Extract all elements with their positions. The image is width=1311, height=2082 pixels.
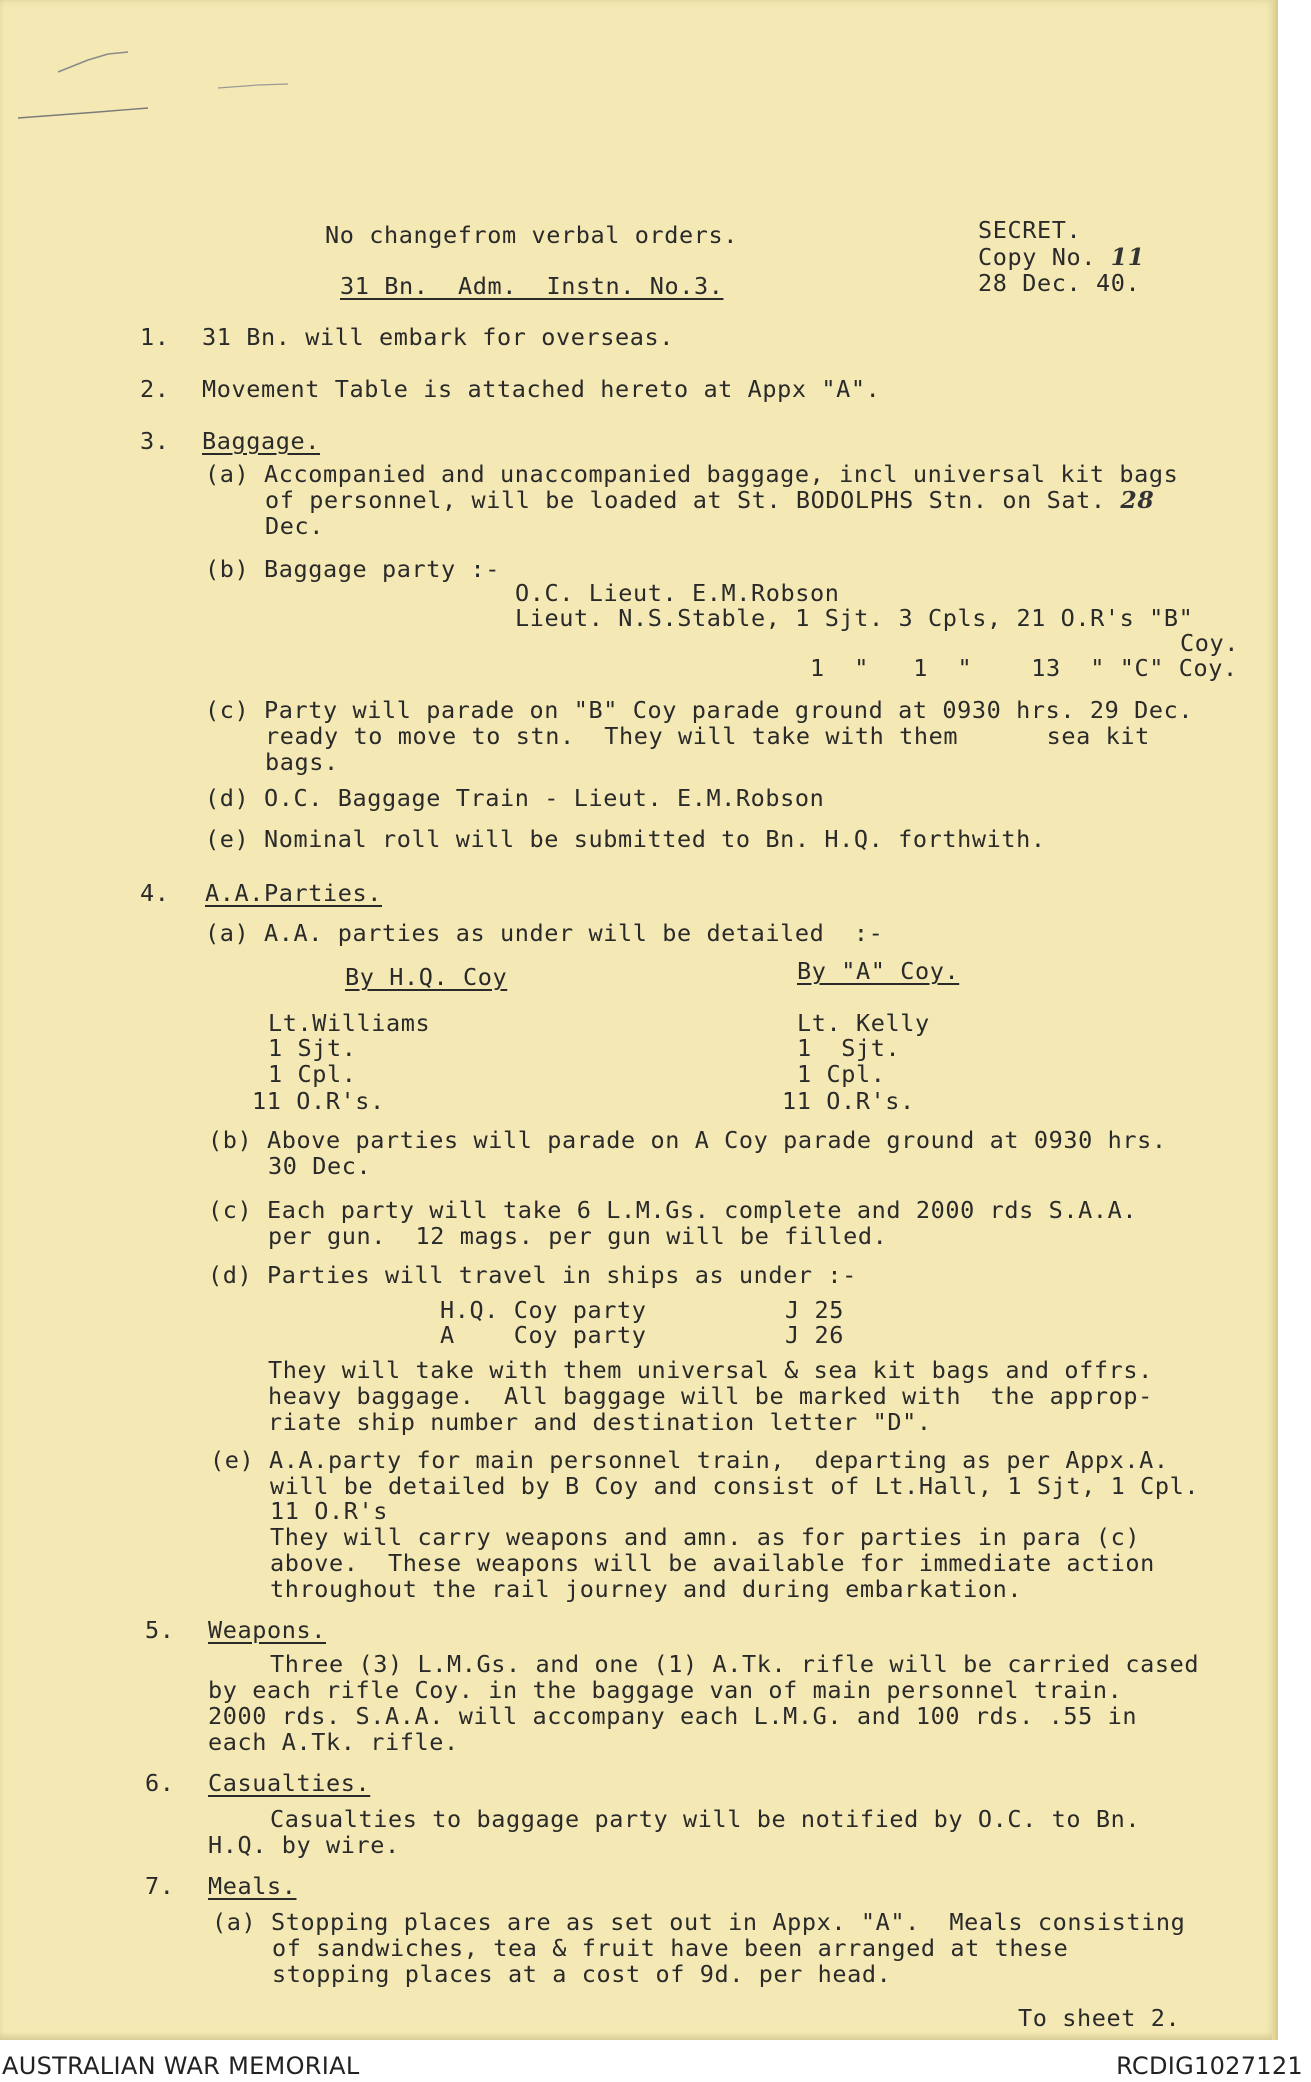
a-coy-heading: By "A" Coy. [797,957,960,985]
aa-c-line: per gun. 12 mags. per gun will be filled. [268,1222,888,1250]
item-2-text: Movement Table is attached hereto at Appx "A". [202,375,881,403]
aa-d-text: heavy baggage. All baggage will be marked with the approp- [268,1382,1153,1410]
item-number: 6. [145,1769,175,1797]
weapons-line: each A.Tk. rifle. [208,1728,459,1756]
aa-e-line: will be detailed by B Coy and consist of Lt.Hall, 1 Sjt, 1 Cpl. [270,1472,1200,1500]
section-heading-meals: Meals. [208,1872,297,1900]
copy-number-line [978,244,1145,270]
baggage-party-line: 1 " 1 " 13 " "C" Coy. [810,654,1238,682]
item-1-text: 31 Bn. will embark for overseas. [202,323,674,351]
copy-number: 11 [1110,243,1145,271]
classification: SECRET. [978,216,1082,244]
a-coy-row: 1 Sjt. [797,1034,901,1062]
aa-b-line: 30 Dec. [268,1152,372,1180]
baggage-oc: O.C. Lieut. E.M.Robson [515,579,840,607]
section-heading-weapons: Weapons. [208,1616,326,1644]
item-number: 1. [140,323,170,351]
pencil-stroke [218,84,288,88]
aa-a-line: (a) A.A. parties as under will be detailed :- [205,919,884,947]
baggage-a-line: Dec. [265,512,324,540]
baggage-c-line: (c) Party will parade on "B" Coy parade ground at 0930 hrs. 29 Dec. [205,696,1194,724]
casualties-line: Casualties to baggage party will be notified by O.C. to Bn. [270,1805,1141,1833]
item-number: 7. [145,1872,175,1900]
aa-e-line: They will carry weapons and amn. as for parties in para (c) [270,1523,1141,1551]
meals-a-line: of sandwiches, tea & fruit have been arranged at these [272,1934,1069,1962]
archive-footer-right: RCDIG1027121 [1116,2052,1303,2080]
ship-number: J 26 [785,1321,844,1349]
pencil-stroke [18,108,148,118]
pencil-marks [18,40,338,140]
aa-d-text: riate ship number and destination letter "D". [268,1408,932,1436]
aa-e-line: (e) A.A.party for main personnel train, departing as per Appx.A. [210,1446,1169,1474]
copy-label: Copy No. [978,243,1096,271]
baggage-a-line: of personnel, will be loaded at St. BODOLPHS Stn. on Sat. 28 [265,486,1155,514]
aa-d-text: They will take with them universal & sea kit bags and offrs. [268,1356,1153,1384]
ship-party: A Coy party [440,1321,647,1349]
ship-number: J 25 [785,1296,844,1324]
aa-e-line: above. These weapons will be available for immediate action [270,1549,1155,1577]
aa-e-line: throughout the rail journey and during embarkation. [270,1575,1023,1603]
a-coy-row: 11 O.R's. [782,1087,915,1115]
hq-coy-row: 1 Cpl. [268,1060,357,1088]
handwritten-date: 28 [1120,486,1155,514]
aa-e-line: 11 O.R's [270,1497,388,1525]
baggage-c-line: ready to move to stn. They will take with them sea kit [265,722,1150,750]
aa-d-line: (d) Parties will travel in ships as under :- [208,1261,857,1289]
baggage-party-line: Coy. [1180,629,1239,657]
a-coy-row: 1 Cpl. [797,1060,886,1088]
baggage-d-line: (d) O.C. Baggage Train - Lieut. E.M.Robson [205,784,825,812]
document-title: 31 Bn. Adm. Instn. No.3. [340,272,724,300]
hq-coy-row: 1 Sjt. [268,1034,357,1062]
weapons-line: by each rifle Coy. in the baggage van of main personnel train. [208,1676,1123,1704]
weapons-line: Three (3) L.M.Gs. and one (1) A.Tk. rifle will be carried cased [270,1650,1200,1678]
meals-a-line: (a) Stopping places are as set out in Appx. "A". Meals consisting [212,1908,1186,1936]
item-number: 3. [140,427,170,455]
section-heading-aa-parties: A.A.Parties. [205,879,382,907]
item-number: 2. [140,375,170,403]
pencil-stroke [58,52,128,72]
casualties-line: H.Q. by wire. [208,1831,400,1859]
baggage-party-line: Lieut. N.S.Stable, 1 Sjt. 3 Cpls, 21 O.R's "B" [515,604,1194,632]
section-heading-baggage: Baggage. [202,427,320,455]
continuation-note: To sheet 2. [1018,2004,1181,2032]
aa-b-line: (b) Above parties will parade on A Coy parade ground at 0930 hrs. [208,1126,1167,1154]
archive-footer-left: AUSTRALIAN WAR MEMORIAL [2,2052,360,2080]
item-number: 5. [145,1616,175,1644]
section-heading-casualties: Casualties. [208,1769,371,1797]
hq-coy-heading: By H.Q. Coy [345,963,508,991]
a-coy-row: Lt. Kelly [797,1009,930,1037]
document-date: 28 Dec. 40. [978,269,1141,297]
aa-c-line: (c) Each party will take 6 L.M.Gs. complete and 2000 rds S.A.A. [208,1196,1138,1224]
baggage-b-label: (b) Baggage party :- [205,555,500,583]
hq-coy-row: 11 O.R's. [252,1087,385,1115]
baggage-c-line: bags. [265,748,339,776]
baggage-e-line: (e) Nominal roll will be submitted to Bn. H.Q. forthwith. [205,825,1046,853]
header-note: No changefrom verbal orders. [325,221,738,249]
weapons-line: 2000 rds. S.A.A. will accompany each L.M.G. and 100 rds. .55 in [208,1702,1138,1730]
sheet-edge [1272,0,1278,2040]
meals-a-line: stopping places at a cost of 9d. per head. [272,1960,892,1988]
baggage-a-line: (a) Accompanied and unaccompanied baggage, incl universal kit bags [205,460,1179,488]
ship-party: H.Q. Coy party [440,1296,647,1324]
hq-coy-row: Lt.Williams [268,1009,431,1037]
item-number: 4. [140,879,170,907]
